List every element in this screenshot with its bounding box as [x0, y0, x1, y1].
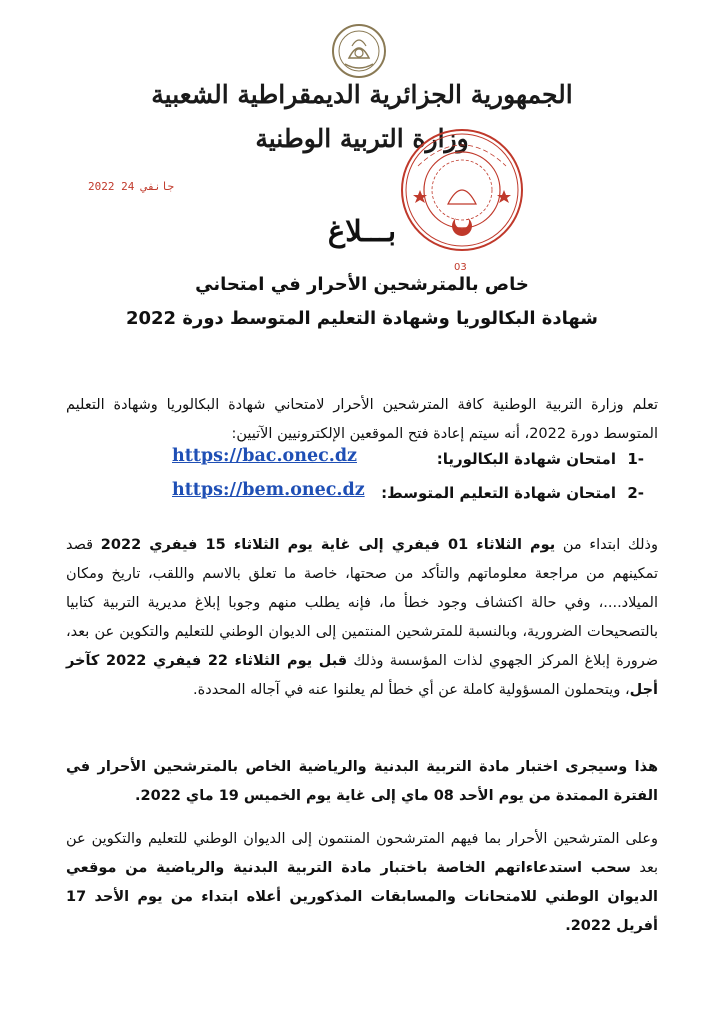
notice-subtitle-line-1: خاص بالمترشحين الأحرار في امتحاني: [195, 274, 529, 295]
site-item-bem: [66, 480, 658, 508]
site-number: -1: [627, 450, 644, 468]
notice-title: بـــلاغ: [327, 214, 397, 248]
site-label: امتحان شهادة البكالوريا:: [436, 450, 616, 468]
deadline-text: قبل يوم الثلاثاء 22 فيفري 2022 كآخر أجل: [66, 652, 658, 698]
site-number: -2: [627, 484, 644, 502]
paragraph-text: قصد تمكينهم من مراجعة معلوماتهم والتأكد من صحتها، خاصة ما تعلق بالاسم واللقب، تاريخ ومكان الميلاد....، وفي حالة اكتشاف وجود خطأ ما، فإنه يطلب منهم وجوبا إبلاغ مديرية التربية كتابيا بالتصحيحات الضرورية، وبالنسبة للمترشحين المنتمين إلى الديوان الوطني للتعليم والتكوين عن بعد، ضرورة إبلاغ المركز الجهوي لذات المؤسسة وذلك: [66, 536, 659, 669]
republic-heading: الجمهورية الجزائرية الديمقراطية الشعبية: [151, 80, 573, 109]
convocation-paragraph: [66, 825, 658, 941]
paragraph-text: وذلك ابتداء من: [555, 536, 658, 553]
national-emblem-icon: [330, 20, 388, 82]
seal-number: 03: [454, 262, 467, 273]
convocation-instructions: سحب استدعاءاتهم الخاصة باختبار مادة التربية البدنية والرياضية من موقعي الديوان الوطني للامتحانات والمسابقات المذكورين أعلاه ابتداء من يوم الأحد 17 أفريل 2022.: [66, 859, 658, 934]
ministry-heading: وزارة التربية الوطنية: [255, 124, 469, 153]
site-label: امتحان شهادة التعليم المتوسط:: [381, 484, 616, 502]
paragraph-text: ، ويتحملون المسؤولية كاملة عن أي خطأ لم يعلنوا عنه في آجاله المحددة.: [193, 681, 630, 698]
review-period-dates: يوم الثلاثاء 01 فيفري إلى غاية يوم الثلاثاء 15 فيفري 2022: [100, 536, 556, 553]
intro-paragraph: تعلم وزارة التربية الوطنية كافة المترشحين الأحرار لامتحاني شهادة البكالوريا وشهادة التعليم المتوسط دورة 2022، أنه سيتم إعادة فتح الموقعين الإلكترونيين الآتيين:: [66, 396, 658, 442]
date-stamp: 2022 جانفي 24: [88, 180, 175, 193]
review-period-paragraph: [66, 531, 658, 705]
site-item-bac: [66, 446, 658, 474]
bem-site-link[interactable]: https://bem.onec.dz: [172, 480, 365, 500]
pe-exam-paragraph: هذا وسيجرى اختبار مادة التربية البدنية والرياضية الخاص بالمترشحين الأحرار في الفترة الممتدة من يوم الأحد 08 ماي إلى غاية يوم الخميس 19 ماي 2022.: [66, 758, 658, 804]
bac-site-link[interactable]: https://bac.onec.dz: [172, 446, 357, 466]
paragraph-text: وعلى المترشحين الأحرار بما فيهم المترشحون المنتمون إلى الديوان الوطني للتعليم والتكوين عن بعد: [66, 830, 658, 876]
notice-subtitle-line-2: شهادة البكالوريا وشهادة التعليم المتوسط دورة 2022: [125, 308, 598, 329]
